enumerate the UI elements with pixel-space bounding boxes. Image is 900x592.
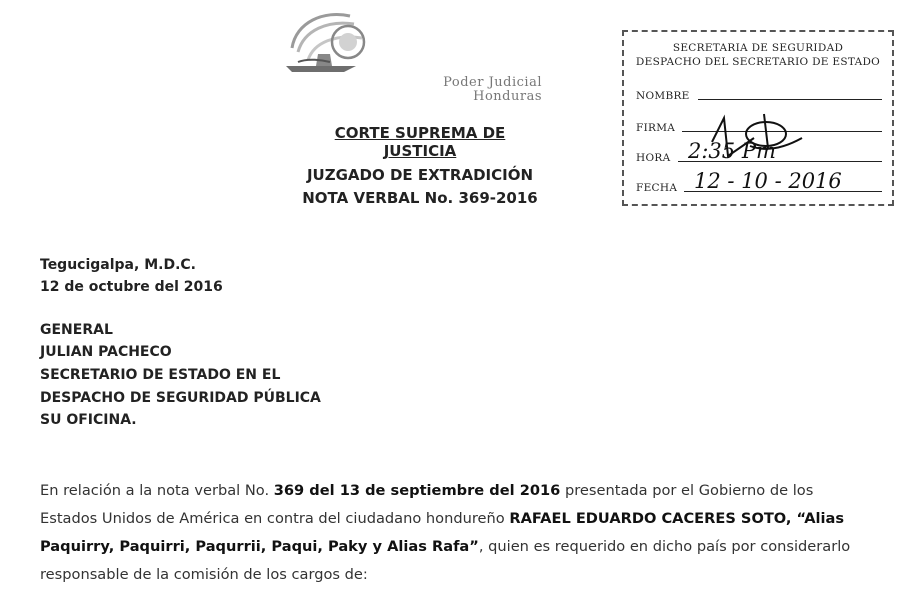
juzgado-title: JUZGADO DE EXTRADICIÓN: [306, 166, 534, 184]
body-text-1: En relación a la nota verbal No.: [40, 482, 274, 499]
logo-text-line1: Poder Judicial: [443, 75, 542, 90]
logo-text-line2: Honduras: [473, 89, 542, 104]
body-paragraph: [40, 477, 870, 589]
reception-stamp: [622, 30, 894, 206]
stamp-fecha-value: 12 - 10 - 2016: [694, 169, 842, 193]
stamp-row-fecha: [636, 169, 882, 194]
city: Tegucigalpa, M.D.C.: [40, 257, 196, 273]
poder-judicial-logo: [278, 2, 378, 80]
stamp-nombre-line: [698, 99, 882, 100]
signature-scribble: [706, 108, 816, 160]
recipient-line3: SECRETARIO DE ESTADO EN EL: [40, 367, 281, 383]
body-text-3: presentada por el Gobierno de los Estados Unidos de América en contra del ciudadano hondureño: [40, 482, 814, 527]
recipient-line5: SU OFICINA.: [40, 412, 137, 428]
recipient-line2: JULIAN PACHECO: [40, 344, 172, 360]
body-text-2: 369 del 13 de septiembre del 2016: [273, 482, 561, 499]
stamp-hora-label: HORA: [636, 152, 671, 164]
court-title: CORTE SUPREMA DE JUSTICIA: [334, 124, 506, 160]
stamp-hora-value: 2:35 Pm: [688, 139, 776, 163]
stamp-firma-label: FIRMA: [636, 122, 676, 134]
stamp-title-line2: DESPACHO DEL SECRETARIO DE ESTADO: [635, 56, 881, 68]
recipient-line4: DESPACHO DE SEGURIDAD PÚBLICA: [40, 390, 321, 406]
nota-verbal-number: NOTA VERBAL No. 369-2016: [302, 189, 538, 207]
stamp-fecha-label: FECHA: [636, 182, 678, 194]
recipient-line1: GENERAL: [40, 322, 113, 338]
body-text-4: RAFAEL EDUARDO CACERES SOTO, “Alias Paquirry, Paquirri, Paqurrii, Paqui, Paky y Alias Rafa”: [40, 510, 845, 555]
body-text-5: , quien es requerido en dicho país por considerarlo responsable de la comisión de los cargos de:: [40, 538, 851, 583]
logo-text: [402, 76, 542, 104]
stamp-row-nombre: [636, 82, 882, 102]
stamp-nombre-label: NOMBRE: [636, 90, 690, 102]
stamp-title-line1: SECRETARIA DE SEGURIDAD: [672, 42, 844, 54]
date: 12 de octubre del 2016: [40, 279, 223, 295]
